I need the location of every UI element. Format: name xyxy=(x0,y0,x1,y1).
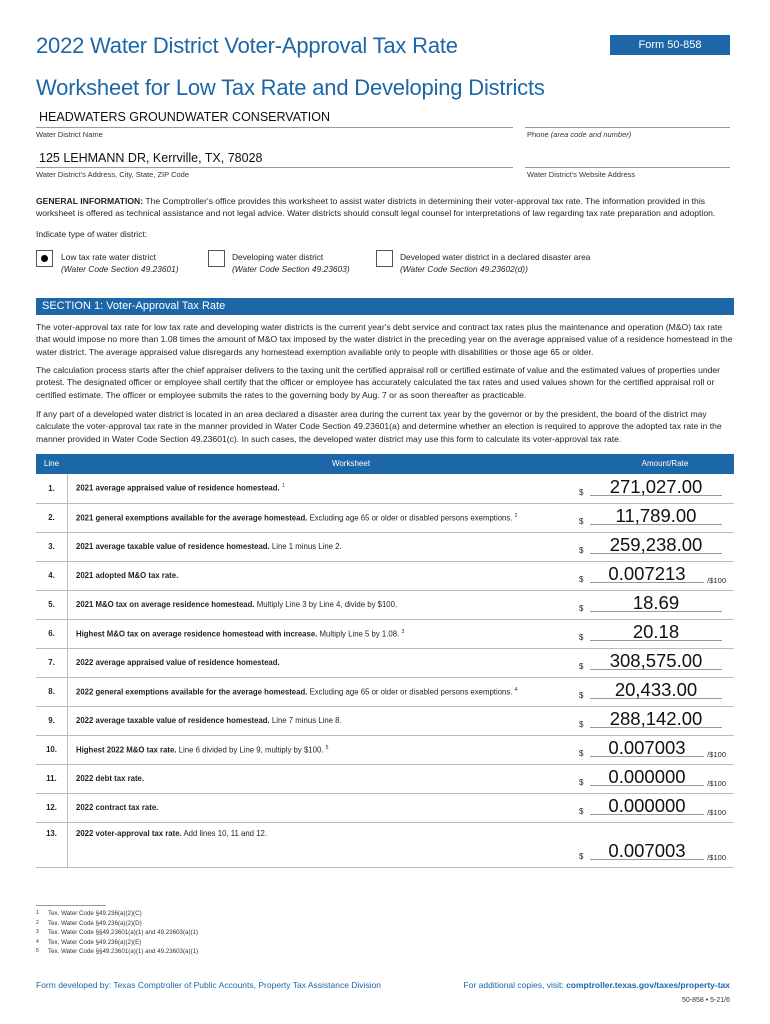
dollar-sign: $ xyxy=(579,603,584,613)
amount-cell[interactable] xyxy=(576,735,734,764)
line-description-rest: Excluding age 65 or older or disabled persons exemptions. xyxy=(307,687,513,697)
table-row xyxy=(36,619,734,648)
line-description-rest: Line 6 divided by Line 9, multiply by $100. xyxy=(176,745,324,755)
line-description xyxy=(68,793,577,822)
worksheet-table xyxy=(36,474,734,868)
line-description-bold: 2022 contract tax rate. xyxy=(76,803,159,812)
line-number: 4. xyxy=(36,561,68,590)
line-description-rest: Line 7 minus Line 8. xyxy=(269,716,342,725)
checkbox-checked-mark xyxy=(41,255,48,262)
amount-cell[interactable] xyxy=(576,474,734,503)
table-row xyxy=(36,648,734,677)
line-number: 2. xyxy=(36,503,68,532)
footnote-number: 5 xyxy=(36,948,39,954)
checkbox-developed-disaster[interactable] xyxy=(376,250,393,267)
footnote xyxy=(36,938,198,948)
district-name-value[interactable]: HEADWATERS GROUNDWATER CONSERVATION xyxy=(39,110,330,124)
line-description-bold: 2021 adopted M&O tax rate. xyxy=(76,571,179,580)
line-description-bold: 2022 general exemptions available for the average homestead. xyxy=(76,687,308,697)
footnote-text: Tex. Water Code §49.236(a)(2)(E) xyxy=(48,938,142,946)
table-row xyxy=(36,503,734,532)
footnote xyxy=(36,928,198,938)
per-100-unit: /$100 xyxy=(707,575,726,585)
amount-cell[interactable] xyxy=(576,793,734,822)
district-name-label: Water District Name xyxy=(36,130,103,139)
line-number: 13. xyxy=(36,822,68,867)
line-description xyxy=(68,561,577,590)
section-1-para-2: The calculation process starts after the chief appraiser delivers to the taxing unit the certified appraisal roll or certified estimate of value and the estimated values of properties under protest. The designated officer or employee shall certify that the officer or employee has accurately calculated the tax rates and used values shown for the certified appraisal roll or certified estimate. The officer or employee submits the rates to the governing body by Aug. 7 or as soon thereafter as practicable. xyxy=(36,365,721,400)
table-row xyxy=(36,793,734,822)
table-row xyxy=(36,677,734,706)
footnote xyxy=(36,919,198,929)
dollar-sign: $ xyxy=(579,851,584,861)
amount-value[interactable]: 288,142.00 xyxy=(609,707,703,729)
line-description-rest: Add lines 10, 11 and 12. xyxy=(181,828,268,838)
table-row xyxy=(36,822,734,867)
table-row xyxy=(36,561,734,590)
dollar-sign: $ xyxy=(579,690,584,700)
table-row xyxy=(36,735,734,764)
footnote-ref: 5 xyxy=(325,744,329,751)
col-line-header: Line xyxy=(43,459,60,468)
footnote-ref: 1 xyxy=(281,483,285,490)
dollar-sign: $ xyxy=(579,661,584,671)
line-number: 11. xyxy=(36,764,68,793)
line-description xyxy=(68,648,577,677)
footnote-divider xyxy=(36,905,106,906)
dollar-sign: $ xyxy=(579,574,584,584)
footer-form-code: 50-858 • 5-21/6 xyxy=(682,997,730,1004)
website-label: Water District's Website Address xyxy=(527,170,636,179)
line-description xyxy=(68,706,577,735)
footnote-number: 2 xyxy=(36,919,39,926)
line-description xyxy=(68,532,577,561)
line-description-rest: Multiply Line 3 by Line 4, divide by $100. xyxy=(254,600,398,609)
line-description-bold: 2021 M&O tax on average residence homestead. xyxy=(76,600,255,609)
line-description-bold: 2021 general exemptions available for the average homestead. xyxy=(76,513,308,523)
option-low-tax-rate-label: Low tax rate water district (Water Code Section 49.23601) xyxy=(61,252,179,274)
line-description-bold: 2022 average taxable value of residence homestead. xyxy=(76,716,270,725)
line-description-bold: Highest 2022 M&O tax rate. xyxy=(76,745,177,755)
form-title-line2: Worksheet for Low Tax Rate and Developing Districts xyxy=(36,75,545,100)
amount-cell[interactable] xyxy=(576,706,734,735)
amount-cell[interactable] xyxy=(576,503,734,532)
amount-cell[interactable] xyxy=(576,561,734,590)
line-number: 12. xyxy=(36,793,68,822)
line-description xyxy=(68,822,577,867)
phone-label: Phone (area code and number) xyxy=(527,130,632,139)
footnote-ref: 4 xyxy=(514,686,518,693)
amount-value[interactable]: 18.69 xyxy=(632,591,680,613)
amount-value[interactable]: 0.000000 xyxy=(608,765,686,787)
col-worksheet-header: Worksheet xyxy=(331,459,371,468)
amount-value[interactable]: 259,238.00 xyxy=(609,533,703,555)
line-number: 3. xyxy=(36,532,68,561)
line-description-bold: 2021 average taxable value of residence homestead. xyxy=(76,542,270,551)
amount-cell[interactable] xyxy=(576,764,734,793)
footnote-number: 1 xyxy=(36,910,39,916)
section-1-para-3: If any part of a developed water district is located in an area declared a disaster area during the current tax year by the governor or by the president, the board of the district may calculate the voter-approval tax rate in the manner provided in Water Code Section 49.23601(a) and determine whether an election is required to approve the adopted tax rate in the manner provided in Water Code Section 49.23601(c). In such cases, the developed water district may use this form to calculate its voter-approval tax rate. xyxy=(36,409,722,444)
section-1-header: SECTION 1: Voter-Approval Tax Rate xyxy=(36,298,734,315)
line-description-rest: Multiply Line 5 by 1.08. xyxy=(317,629,400,639)
general-information: GENERAL INFORMATION: The Comptroller's office provides this worksheet to assist water districts in determining their voter-approval tax rate. The information provided in this worksheet is offered as technical assistance and not legal advice. Water districts should consult legal counsel for interpretations of law regarding tax rate preparation and adoption. xyxy=(36,196,716,219)
dollar-sign: $ xyxy=(579,632,584,642)
form-title-line1: 2022 Water District Voter-Approval Tax Rate xyxy=(36,33,458,58)
amount-value[interactable]: 0.007003 xyxy=(608,736,686,758)
line-description-bold: 2021 average appraised value of residence homestead. xyxy=(76,484,280,494)
website-line[interactable] xyxy=(525,167,730,168)
amount-value[interactable]: 20.18 xyxy=(632,620,680,642)
line-description-bold: 2022 average appraised value of residence homestead. xyxy=(76,658,280,667)
table-row xyxy=(36,764,734,793)
dollar-sign: $ xyxy=(579,487,584,497)
amount-cell[interactable] xyxy=(576,822,734,867)
dollar-sign: $ xyxy=(579,516,584,526)
amount-value[interactable]: 0.007213 xyxy=(608,562,686,584)
per-100-unit: /$100 xyxy=(707,807,726,817)
address-value[interactable]: 125 LEHMANN DR, Kerrville, TX, 78028 xyxy=(39,151,263,165)
amount-value[interactable]: 11,789.00 xyxy=(615,504,697,526)
amount-value[interactable]: 20,433.00 xyxy=(614,678,698,700)
col-amount-header: Amount/Rate xyxy=(641,459,689,468)
line-number: 1. xyxy=(36,474,68,503)
footnote-text: Tex. Water Code §49.236(a)(2)(D) xyxy=(48,919,142,927)
line-number: 8. xyxy=(36,677,68,706)
line-number: 5. xyxy=(36,590,68,619)
per-100-unit: /$100 xyxy=(707,852,726,862)
district-type-prompt: Indicate type of water district: xyxy=(36,229,148,239)
dollar-sign: $ xyxy=(579,719,584,729)
line-number: 6. xyxy=(36,619,68,648)
footnote xyxy=(36,909,198,919)
line-number: 10. xyxy=(36,735,68,764)
line-description xyxy=(68,735,577,764)
amount-value[interactable]: 0.000000 xyxy=(608,794,686,816)
line-number: 9. xyxy=(36,706,68,735)
district-name-line xyxy=(36,127,513,128)
table-row xyxy=(36,474,734,503)
footnote-number: 3 xyxy=(36,929,39,935)
footnote-text: Tex. Water Code §49.236(a)(2)(C) xyxy=(48,910,142,917)
address-line xyxy=(36,167,513,168)
line-description xyxy=(68,474,577,503)
table-row xyxy=(36,590,734,619)
amount-cell[interactable] xyxy=(576,532,734,561)
amount-cell[interactable] xyxy=(576,677,734,706)
footer-developed-by: Form developed by: Texas Comptroller of Public Accounts, Property Tax Assistance Division xyxy=(36,980,382,990)
dollar-sign: $ xyxy=(579,545,584,555)
footnote-text: Tex. Water Code §§49.23601(a)(1) and 49.23603(a)(1) xyxy=(48,929,199,936)
dollar-sign: $ xyxy=(579,806,584,816)
footnote-number: 4 xyxy=(36,938,39,945)
footnotes xyxy=(36,909,198,957)
line-description-bold: 2022 voter-approval tax rate. xyxy=(76,828,182,838)
amount-value[interactable]: 0.007003 xyxy=(608,839,686,861)
line-description-rest: Excluding age 65 or older or disabled persons exemptions. xyxy=(307,513,513,523)
option-developed-disaster-label: Developed water district in a declared disaster area (Water Code Section 49.23602(d)) xyxy=(400,252,591,274)
amount-value[interactable]: 308,575.00 xyxy=(609,649,703,671)
option-developing-label: Developing water district (Water Code Section 49.23603) xyxy=(232,252,350,274)
line-description-bold: Highest M&O tax on average residence homestead with increase. xyxy=(76,629,318,639)
amount-cell[interactable] xyxy=(576,648,734,677)
section-1-para-1: The voter-approval tax rate for low tax rate and developing water districts is the current year's debt service and contract tax rates plus the maintenance and operation (M&O) tax rate that would impose no more than 1.08 times the amount of M&O tax imposed by the water district in the preceding year on the average appraised value of a residence homestead in the water district. The average appraised value disregards any homestead exemption available only to people with disabilities or those age 65 or older. xyxy=(36,322,733,357)
dollar-sign: $ xyxy=(579,748,584,758)
table-row xyxy=(36,532,734,561)
worksheet-table-header xyxy=(36,454,734,474)
table-row xyxy=(36,706,734,735)
phone-line[interactable] xyxy=(525,127,730,128)
footnote xyxy=(36,947,198,957)
line-description xyxy=(68,677,577,706)
address-label: Water District's Address, City, State, ZIP Code xyxy=(36,170,190,179)
footnote-text: Tex. Water Code §§49.23601(a)(1) and 49.23603(a)(1) xyxy=(48,948,199,955)
line-description-bold: 2022 debt tax rate. xyxy=(76,774,145,783)
worksheet-table-body xyxy=(36,474,734,868)
footnote-ref: 2 xyxy=(514,512,518,519)
line-description-rest: Line 1 minus Line 2. xyxy=(269,542,342,551)
form-number-badge: Form 50-858 xyxy=(610,35,730,55)
footer-link[interactable]: comptroller.texas.gov/taxes/property-tax xyxy=(566,980,730,990)
dollar-sign: $ xyxy=(579,777,584,787)
amount-cell[interactable] xyxy=(576,590,734,619)
line-description xyxy=(68,590,577,619)
footer-copies: For additional copies, visit: comptroller.texas.gov/taxes/property-tax xyxy=(463,980,730,990)
amount-cell[interactable] xyxy=(576,619,734,648)
line-description xyxy=(68,503,577,532)
line-number: 7. xyxy=(36,648,68,677)
per-100-unit: /$100 xyxy=(707,749,726,759)
checkbox-low-tax-rate[interactable] xyxy=(36,250,53,267)
per-100-unit: /$100 xyxy=(707,778,726,788)
line-description xyxy=(68,764,577,793)
checkbox-developing[interactable] xyxy=(208,250,225,267)
line-description xyxy=(68,619,577,648)
footnote-ref: 3 xyxy=(401,628,405,635)
amount-value[interactable]: 271,027.00 xyxy=(609,475,703,497)
